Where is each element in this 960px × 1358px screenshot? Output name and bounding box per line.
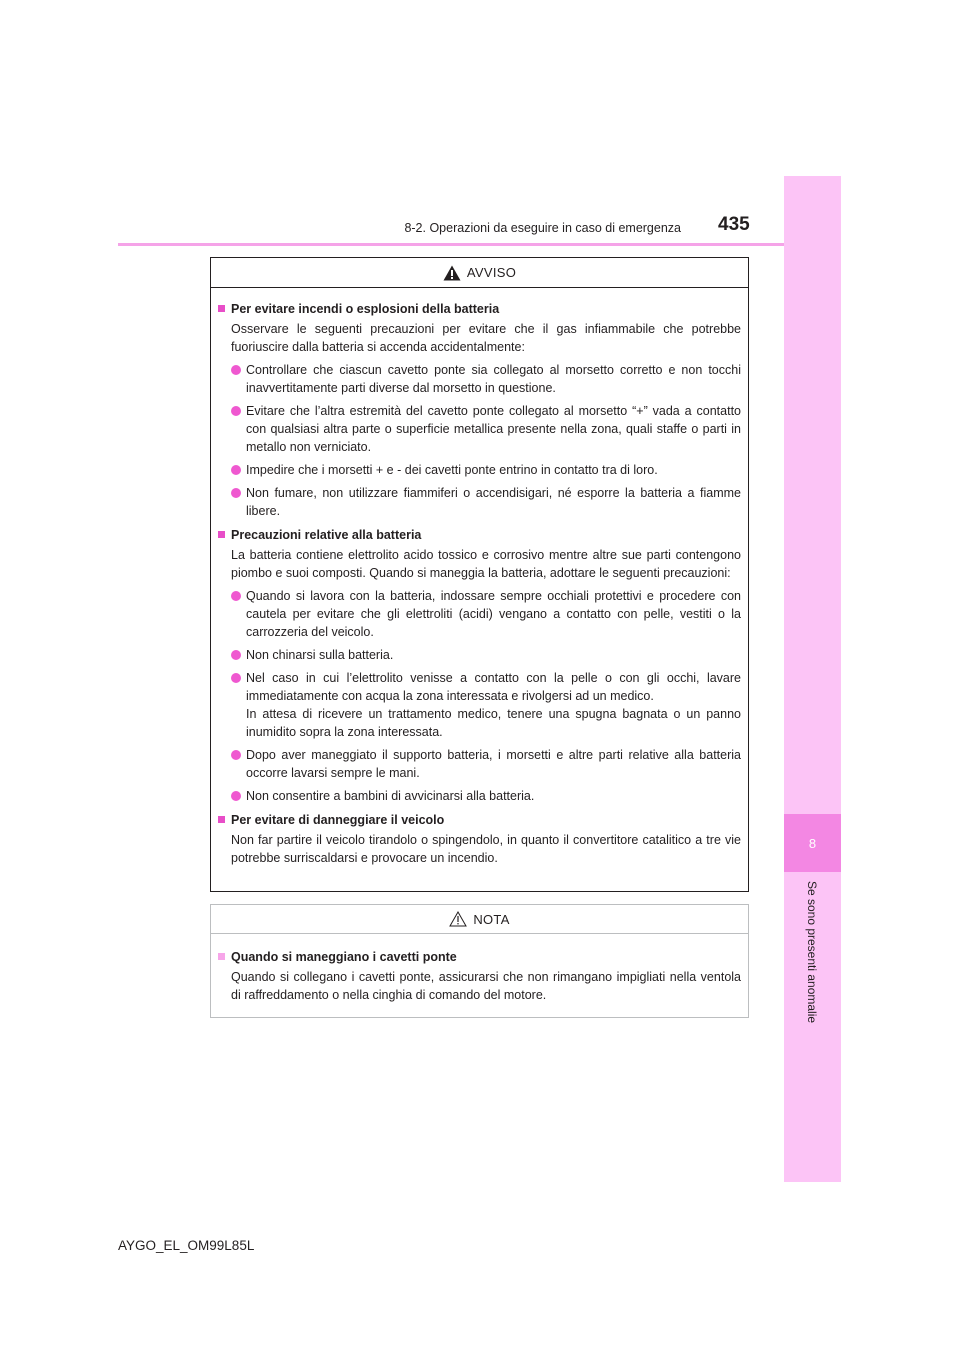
list-item: Evitare che l’altra estremità del cavetto ponte collegato al morsetto “+” vada a contatto con qualsiasi altra parte o superficie metallica presente nella zona, quali staffe o parti in metallo non verniciato. — [231, 402, 741, 456]
list-item — [231, 669, 741, 741]
list-item: Non fumare, non utilizzare fiammiferi o accendisigari, né esporre la batteria a fiamme libere. — [231, 484, 741, 520]
list-item: Controllare che ciascun cavetto ponte sia collegato al morsetto corretto e non tocchi inavvertitamente parti diverse dal morsetto in questione. — [231, 361, 741, 397]
chapter-label: Se sono presenti anomalie — [805, 880, 819, 1024]
running-header: 8-2. Operazioni da eseguire in caso di emergenza — [404, 221, 681, 235]
list-item-text: Nel caso in cui l’elettrolito venisse a contatto con la pelle o con gli occhi, lavare immediatamente con acqua la zona interessata e rivolgersi ad un medico. — [246, 671, 741, 703]
list-item-text-continued: In attesa di ricevere un trattamento medico, tenere una spugna bagnata o un panno inumidito sopra la zona interessata. — [246, 707, 741, 739]
bullet-dot-icon — [231, 365, 241, 375]
warning-box-header — [211, 258, 748, 288]
document-code: AYGO_EL_OM99L85L — [118, 1238, 255, 1253]
section-intro: Non far partire il veicolo tirandolo o spingendolo, in quanto il convertitore catalitico a tre vie potrebbe surriscaldarsi e provocare un incendio. — [231, 833, 741, 865]
page-number: 435 — [718, 214, 750, 235]
warning-label: AVVISO — [466, 265, 517, 280]
section-title: Per evitare incendi o esplosioni della batteria — [218, 300, 741, 318]
square-bullet-icon — [218, 953, 225, 960]
caution-triangle-outline-icon — [449, 911, 467, 927]
warning-box — [210, 257, 749, 892]
list-item: Impedire che i morsetti + e - dei cavetti ponte entrino in contatto tra di loro. — [231, 461, 741, 479]
note-label: NOTA — [473, 911, 510, 927]
section-title: Quando si maneggiano i cavetti ponte — [218, 948, 741, 966]
section-intro: Osservare le seguenti precauzioni per evitare che il gas infiammabile che potrebbe fuoriuscire dalla batteria si accenda accidentalmente: — [231, 322, 741, 354]
header-rule — [118, 243, 784, 246]
section-intro: La batteria contiene elettrolito acido tossico e corrosivo mentre altre sue parti contengono piombo e suoi composti. Quando si maneggia la batteria, adottare le seguenti precauzioni: — [231, 548, 741, 580]
bullet-dot-icon — [231, 591, 241, 601]
list-item: Dopo aver maneggiato il supporto batteria, i morsetti e altre parti relative alla batteria occorre lavarsi sempre le mani. — [231, 746, 741, 782]
section-title: Per evitare di danneggiare il veicolo — [218, 811, 741, 829]
bullet-dot-icon — [231, 465, 241, 475]
section-intro: Quando si collegano i cavetti ponte, assicurarsi che non rimangano impigliati nella ventola di raffreddamento o nella cinghia di comando del motore. — [231, 970, 741, 1002]
bullet-dot-icon — [231, 488, 241, 498]
bullet-dot-icon — [231, 791, 241, 801]
chapter-number: 8 — [784, 814, 841, 872]
chapter-side-tab — [784, 176, 841, 1182]
note-box — [210, 904, 749, 1018]
list-item: Quando si lavora con la batteria, indossare sempre occhiali protettivi e procedere con cautela per evitare che gli elettroliti (acidi) vengano a contatto con pelle, vestiti o la carrozzeria del veicolo. — [231, 587, 741, 641]
list-item: Non consentire a bambini di avvicinarsi alla batteria. — [231, 787, 741, 805]
bullet-dot-icon — [231, 750, 241, 760]
square-bullet-icon — [218, 531, 225, 538]
square-bullet-icon — [218, 816, 225, 823]
section-title: Precauzioni relative alla batteria — [218, 526, 741, 544]
bullet-dot-icon — [231, 673, 241, 683]
bullet-dot-icon — [231, 406, 241, 416]
square-bullet-icon — [218, 305, 225, 312]
bullet-dot-icon — [231, 650, 241, 660]
note-box-header — [211, 905, 748, 934]
warning-triangle-icon — [443, 265, 461, 281]
list-item: Non chinarsi sulla batteria. — [231, 646, 741, 664]
